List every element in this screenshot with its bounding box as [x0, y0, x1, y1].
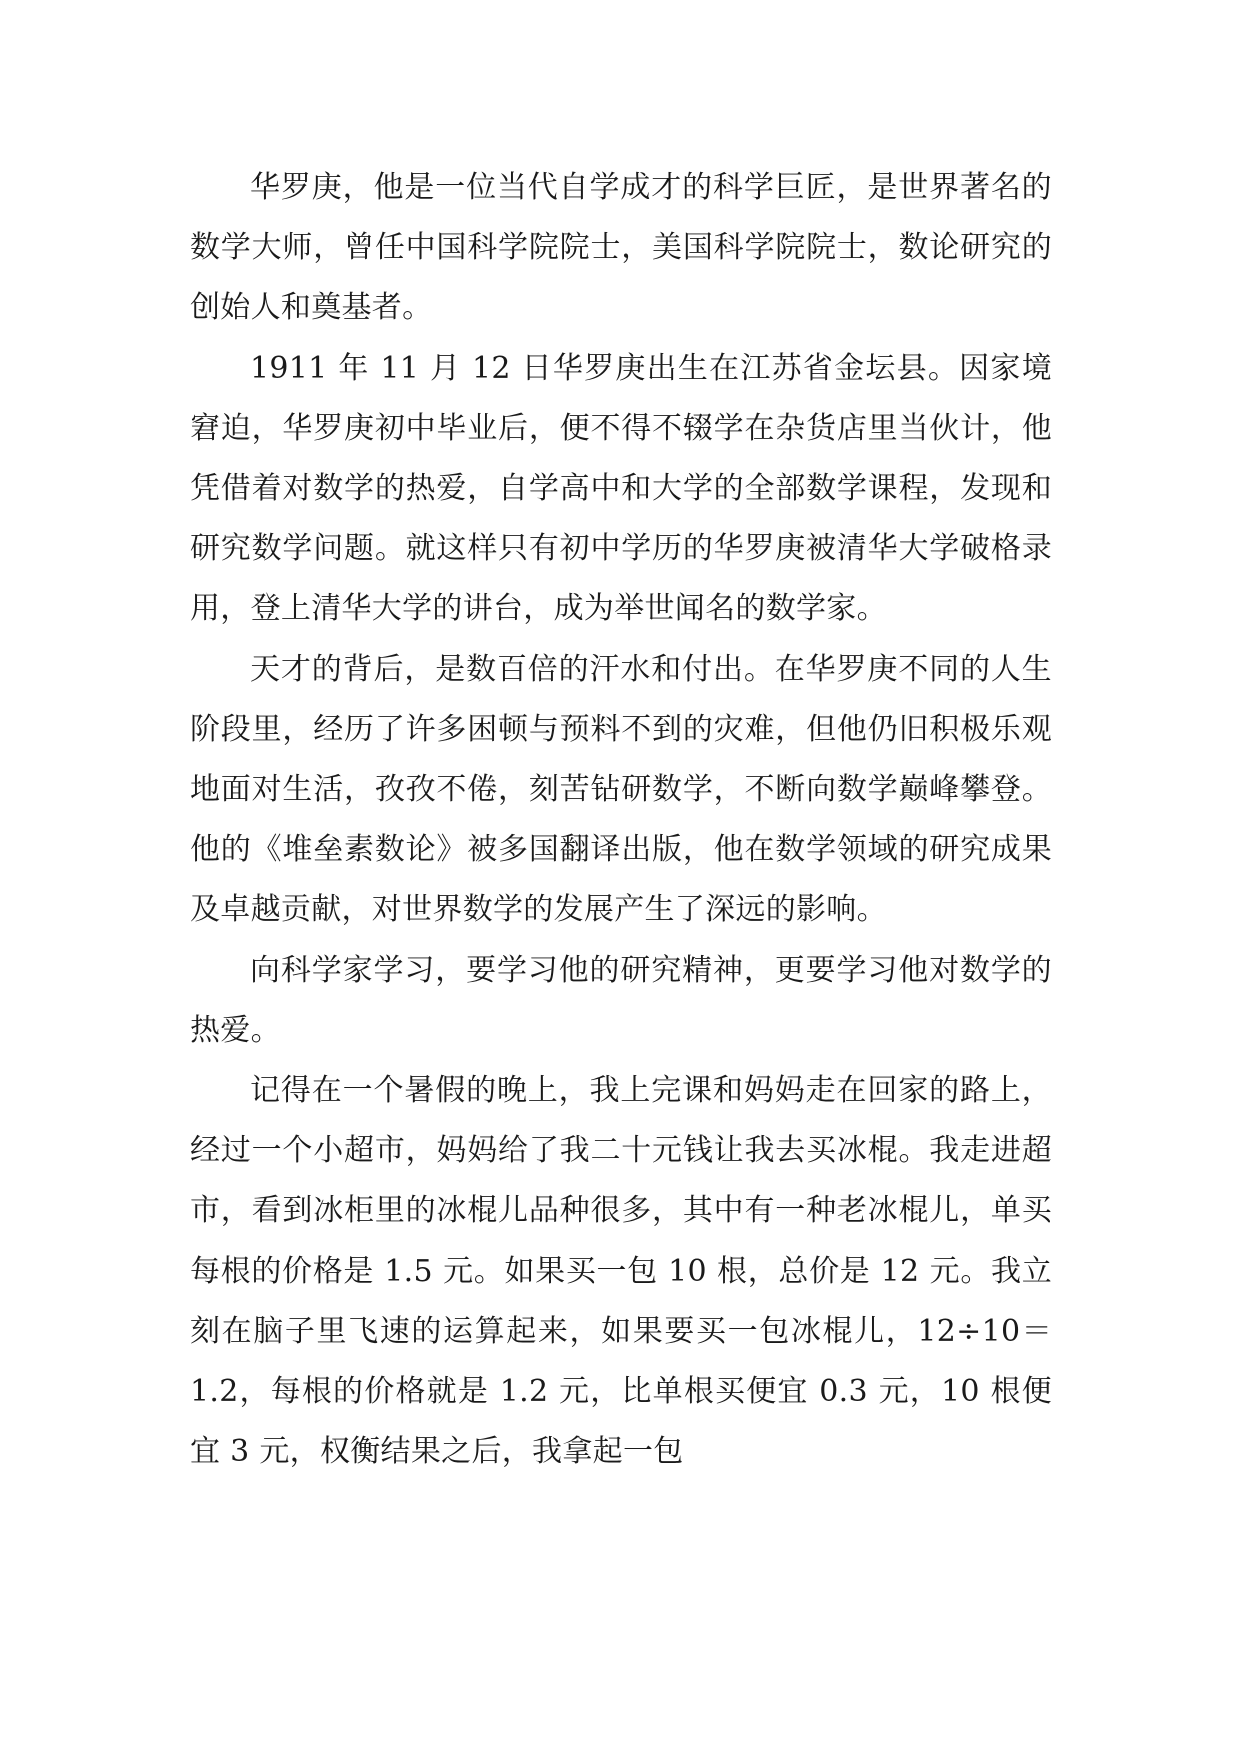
- paragraph-intro: 华罗庚，他是一位当代自学成才的科学巨匠，是世界著名的数学大师，曾任中国科学院院士，美国科学院院士，数论研究的创始人和奠基者。: [190, 170, 1052, 326]
- paragraph-lesson: 向科学家学习，要学习他的研究精神，更要学习他对数学的热爱。: [190, 952, 1052, 1048]
- paragraph-biography: 1911 年 11 月 12 日华罗庚出生在江苏省金坛县。因家境窘迫，华罗庚初中毕业后，便不得不辍学在杂货店里当伙计，他凭借着对数学的热爱，自学高中和大学的全部数学课程，发现和研究数学问题。就这样只有初中学历的华罗庚被清华大学破格录用，登上清华大学的讲台，成为举世闻名的数学家。: [190, 350, 1052, 627]
- document-page: [190, 158, 1052, 1482]
- paragraph-story: 记得在一个暑假的晚上，我上完课和妈妈走在回家的路上，经过一个小超市，妈妈给了我二十元钱让我去买冰棍。我走进超市，看到冰柜里的冰棍儿品种很多，其中有一种老冰棍儿，单买每根的价格是 1.5 元。如果买一包 10 根，总价是 12 元。我立刻在脑子里飞速的运算起来，如果要买一包冰棍儿，12÷10＝1.2，每根的价格就是 1.2 元，比单根买便宜 0.3 元，10 根便宜 3 元，权衡结果之后，我拿起一包: [190, 1073, 1052, 1470]
- paragraph-achievements: 天才的背后，是数百倍的汗水和付出。在华罗庚不同的人生阶段里，经历了许多困顿与预料不到的灾难，但他仍旧积极乐观地面对生活，孜孜不倦，刻苦钻研数学，不断向数学巅峰攀登。他的《堆垒素数论》被多国翻译出版，他在数学领域的研究成果及卓越贡献，对世界数学的发展产生了深远的影响。: [190, 651, 1052, 928]
